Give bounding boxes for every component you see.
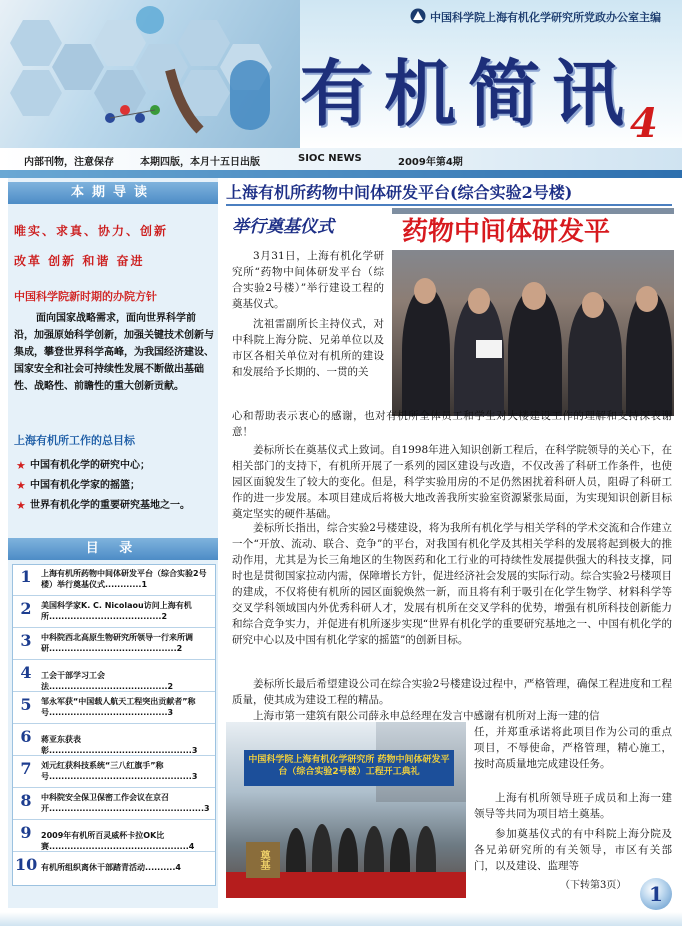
speech-paper [476, 340, 502, 358]
foundation-stone: 奠基 [246, 842, 280, 878]
toc-heading: 目 录 [8, 538, 218, 560]
divider [0, 170, 682, 178]
toc-text: 邹永军获“中国载人航天工程突出贡献者”称号.......................................3 [41, 697, 196, 717]
star-icon: ★ [16, 479, 26, 492]
toc-item[interactable] [13, 661, 215, 692]
guide-heading: 本期导读 [8, 182, 218, 204]
person-head [468, 288, 490, 314]
toc-text: 2009年有机所百灵威杯卡拉OK比赛..............................................4 [41, 831, 195, 851]
photo-banner-text: 药物中间体研发平 [392, 214, 674, 250]
paragraph: 姜标所长在奠基仪式上致词。自1998年进入知识创新工程后，在科学院领导的关心下，在相关部门的支持下，有机所开展了一系列的园区建设与改造，不仅改善了科研工作条件，也使园区面貌发生了较大的变化。但是，科学实验用房的不足仍然困扰着科研人员，阻碍了科研工作的进一步发展。本项目建成后将极大地改善我所实验室资源紧张局面，为实现知识创新目标奠定坚实的硬件基础。 [232, 444, 672, 520]
policy-body: 面向国家战略需求，面向世界科学前沿，加强原始科学创新，加强关键技术创新与集成，攀登世界科学高峰，为我国经济建设、国家安全和社会可持续性发展不断做出基础性、战略性、前瞻性的重大创新贡献。 [14, 313, 214, 392]
goal-item [16, 498, 226, 514]
toc-text: 工会干部学习工会法.......................................2 [41, 671, 174, 691]
toc-number: 6 [20, 727, 32, 746]
issue-number: 4 [630, 100, 658, 147]
star-icon: ★ [16, 499, 26, 512]
goal-title: 上海有机所工作的总目标 [14, 434, 135, 447]
person-head [522, 282, 546, 310]
toc-text: 中科院安全保卫保密工作会议在京召开...................................................3 [41, 793, 210, 813]
table-of-contents [12, 564, 216, 886]
paragraph: 沈祖雷副所长主持仪式，对中科院上海分院、兄弟单位以及市区各相关单位对有机所的建设和发展给予长期的、一贯的关 [232, 318, 384, 378]
page-number: 1 [640, 878, 672, 910]
info-schedule: 本期四版，本月十五日出版 [140, 157, 260, 168]
divider [226, 204, 672, 206]
paragraph: 任，并郑重承诺将此项目作为公司的重点项目，不辱使命，严格管理，精心施工，按时高质量地完成建设任务。 [474, 726, 672, 770]
motto-line-2: 改革 创新 和谐 奋进 [14, 254, 145, 268]
paragraph: 上海有机所领导班子成员和上海一建领导等共同为项目培土奠基。 [474, 792, 672, 820]
toc-number: 10 [15, 855, 38, 874]
toc-item[interactable] [13, 725, 215, 756]
photo-banner-text: 中国科学院上海有机化学研究所 药物中间体研发平台（综合实验2号楼）工程开工典礼 [244, 750, 454, 786]
paragraph: 3月31日，上海有机化学研究所“药物中间体研发平台（综合实验2号楼）”举行建设工程的奠基仪式。 [232, 250, 384, 310]
toc-item[interactable] [13, 789, 215, 820]
sidebar [8, 178, 218, 908]
person-figure [402, 286, 450, 416]
toc-number: 9 [20, 823, 32, 842]
magazine-title: 有机简讯 [300, 51, 637, 136]
paragraph: 姜标所长最后希望建设公司在综合实验2号楼建设过程中，严格管理，确保工程进度和工程质量，使其成为建设工程的精品。 [232, 678, 672, 706]
ceremony-photo [392, 208, 674, 416]
bottom-band [0, 912, 682, 926]
publisher-line: 中国科学院上海有机化学研究所党政办公室主编 [430, 11, 661, 24]
continued-note: （下转第3页） [560, 880, 627, 891]
info-internal: 内部刊物，注意保存 [24, 157, 114, 168]
info-issue: 2009年第4期 [398, 157, 463, 168]
toc-number: 3 [20, 631, 32, 650]
info-bar [0, 148, 682, 170]
toc-item[interactable] [13, 821, 215, 852]
toc-item[interactable] [13, 853, 215, 883]
goal-item [16, 478, 226, 494]
goal-text: 中国有机化学的研究中心； [30, 460, 150, 471]
toc-number: 1 [20, 567, 32, 586]
lab-glassware-illustration [0, 0, 300, 148]
policy-title: 中国科学院新时期的办院方针 [14, 290, 157, 303]
cas-logo-icon [410, 8, 426, 24]
person-head [636, 286, 658, 312]
toc-number: 2 [20, 599, 32, 618]
toc-text: 上海有机所药物中间体研发平台（综合实验2号楼）举行奠基仪式............1 [41, 569, 207, 589]
toc-text: 有机所组织离休干部踏青活动..........4 [41, 863, 181, 872]
masthead-photo-collage [0, 0, 300, 148]
toc-number: 5 [20, 695, 32, 714]
toc-text: 美国科学家K. C. Nicolaou访问上海有机所.....................................2 [41, 601, 192, 621]
info-english: SIOC NEWS [298, 153, 362, 164]
paragraph: 心和帮助表示衷心的感谢，也对有机所全体员工和学生对大楼建设工作的理解和支持深表谢意！ [232, 410, 672, 438]
toc-item[interactable] [13, 693, 215, 724]
groundbreaking-photo [226, 722, 466, 898]
goal-text: 中国有机化学家的摇篮； [30, 480, 140, 491]
motto-line-1: 唯实、求真、协力、创新 [14, 224, 169, 238]
paragraph: 姜标所长指出，综合实验2号楼建设，将为我所有机化学与相关学科的学术交流和合作建立一个“开放、流动、联合、竞争”的平台，对我国有机化学及其相关学科的发展将起到极大的推动作用，尤其是为长三角地区的生物医药和化工行业的可持续性发展提供强大的科技支撑，同时也是贯彻国家拉动内需，保障增长方针，促进经济社会发展的实际行动。综合实验2号楼项目的建成，不仅将使有机所的园区面貌焕然一新，而且将有利于吸引在化学生物学、材料科学等交叉学科领域国内外优秀科研人才，发展有机所在交叉学科的优势，增强有机所科技创新能力和综合竞争实力，并促进有机所逐步实现“世界有机化学的重要研究基地之一、中国有机化学的研究中心以及中国有机化学家的摇篮”的创新目标。 [232, 522, 672, 646]
masthead [0, 0, 682, 148]
toc-item[interactable] [13, 629, 215, 660]
person-head [582, 292, 604, 318]
headline-primary: 上海有机所药物中间体研发平台(综合实验2号楼) [226, 183, 573, 202]
toc-item[interactable] [13, 757, 215, 788]
toc-item[interactable] [13, 565, 215, 596]
toc-text: 中科院西北高原生物研究所领导一行来所调研..........................................2 [41, 633, 193, 653]
paragraph: 参加奠基仪式的有中科院上海分院及各兄弟研究所的有关领导，市区有关部门，以及建设、监理等 [474, 828, 672, 872]
toc-item[interactable] [13, 597, 215, 628]
goal-text: 世界有机化学的重要研究基地之一。 [30, 500, 190, 511]
goal-item [16, 458, 226, 474]
headline-secondary: 举行奠基仪式 [232, 217, 334, 237]
toc-text: 蒋亚东获表彰...............................................3 [41, 735, 198, 755]
paragraph: 上海市第一建筑有限公司薛永申总经理在发言中感谢有机所对上海一建的信 [253, 710, 600, 722]
toc-number: 8 [20, 791, 32, 810]
toc-number: 7 [20, 759, 32, 778]
person-head [414, 278, 436, 304]
toc-number: 4 [20, 663, 32, 682]
star-icon: ★ [16, 459, 26, 472]
toc-text: 刘元红获科技系统“三八红旗手”称号...............................................3 [41, 761, 198, 781]
